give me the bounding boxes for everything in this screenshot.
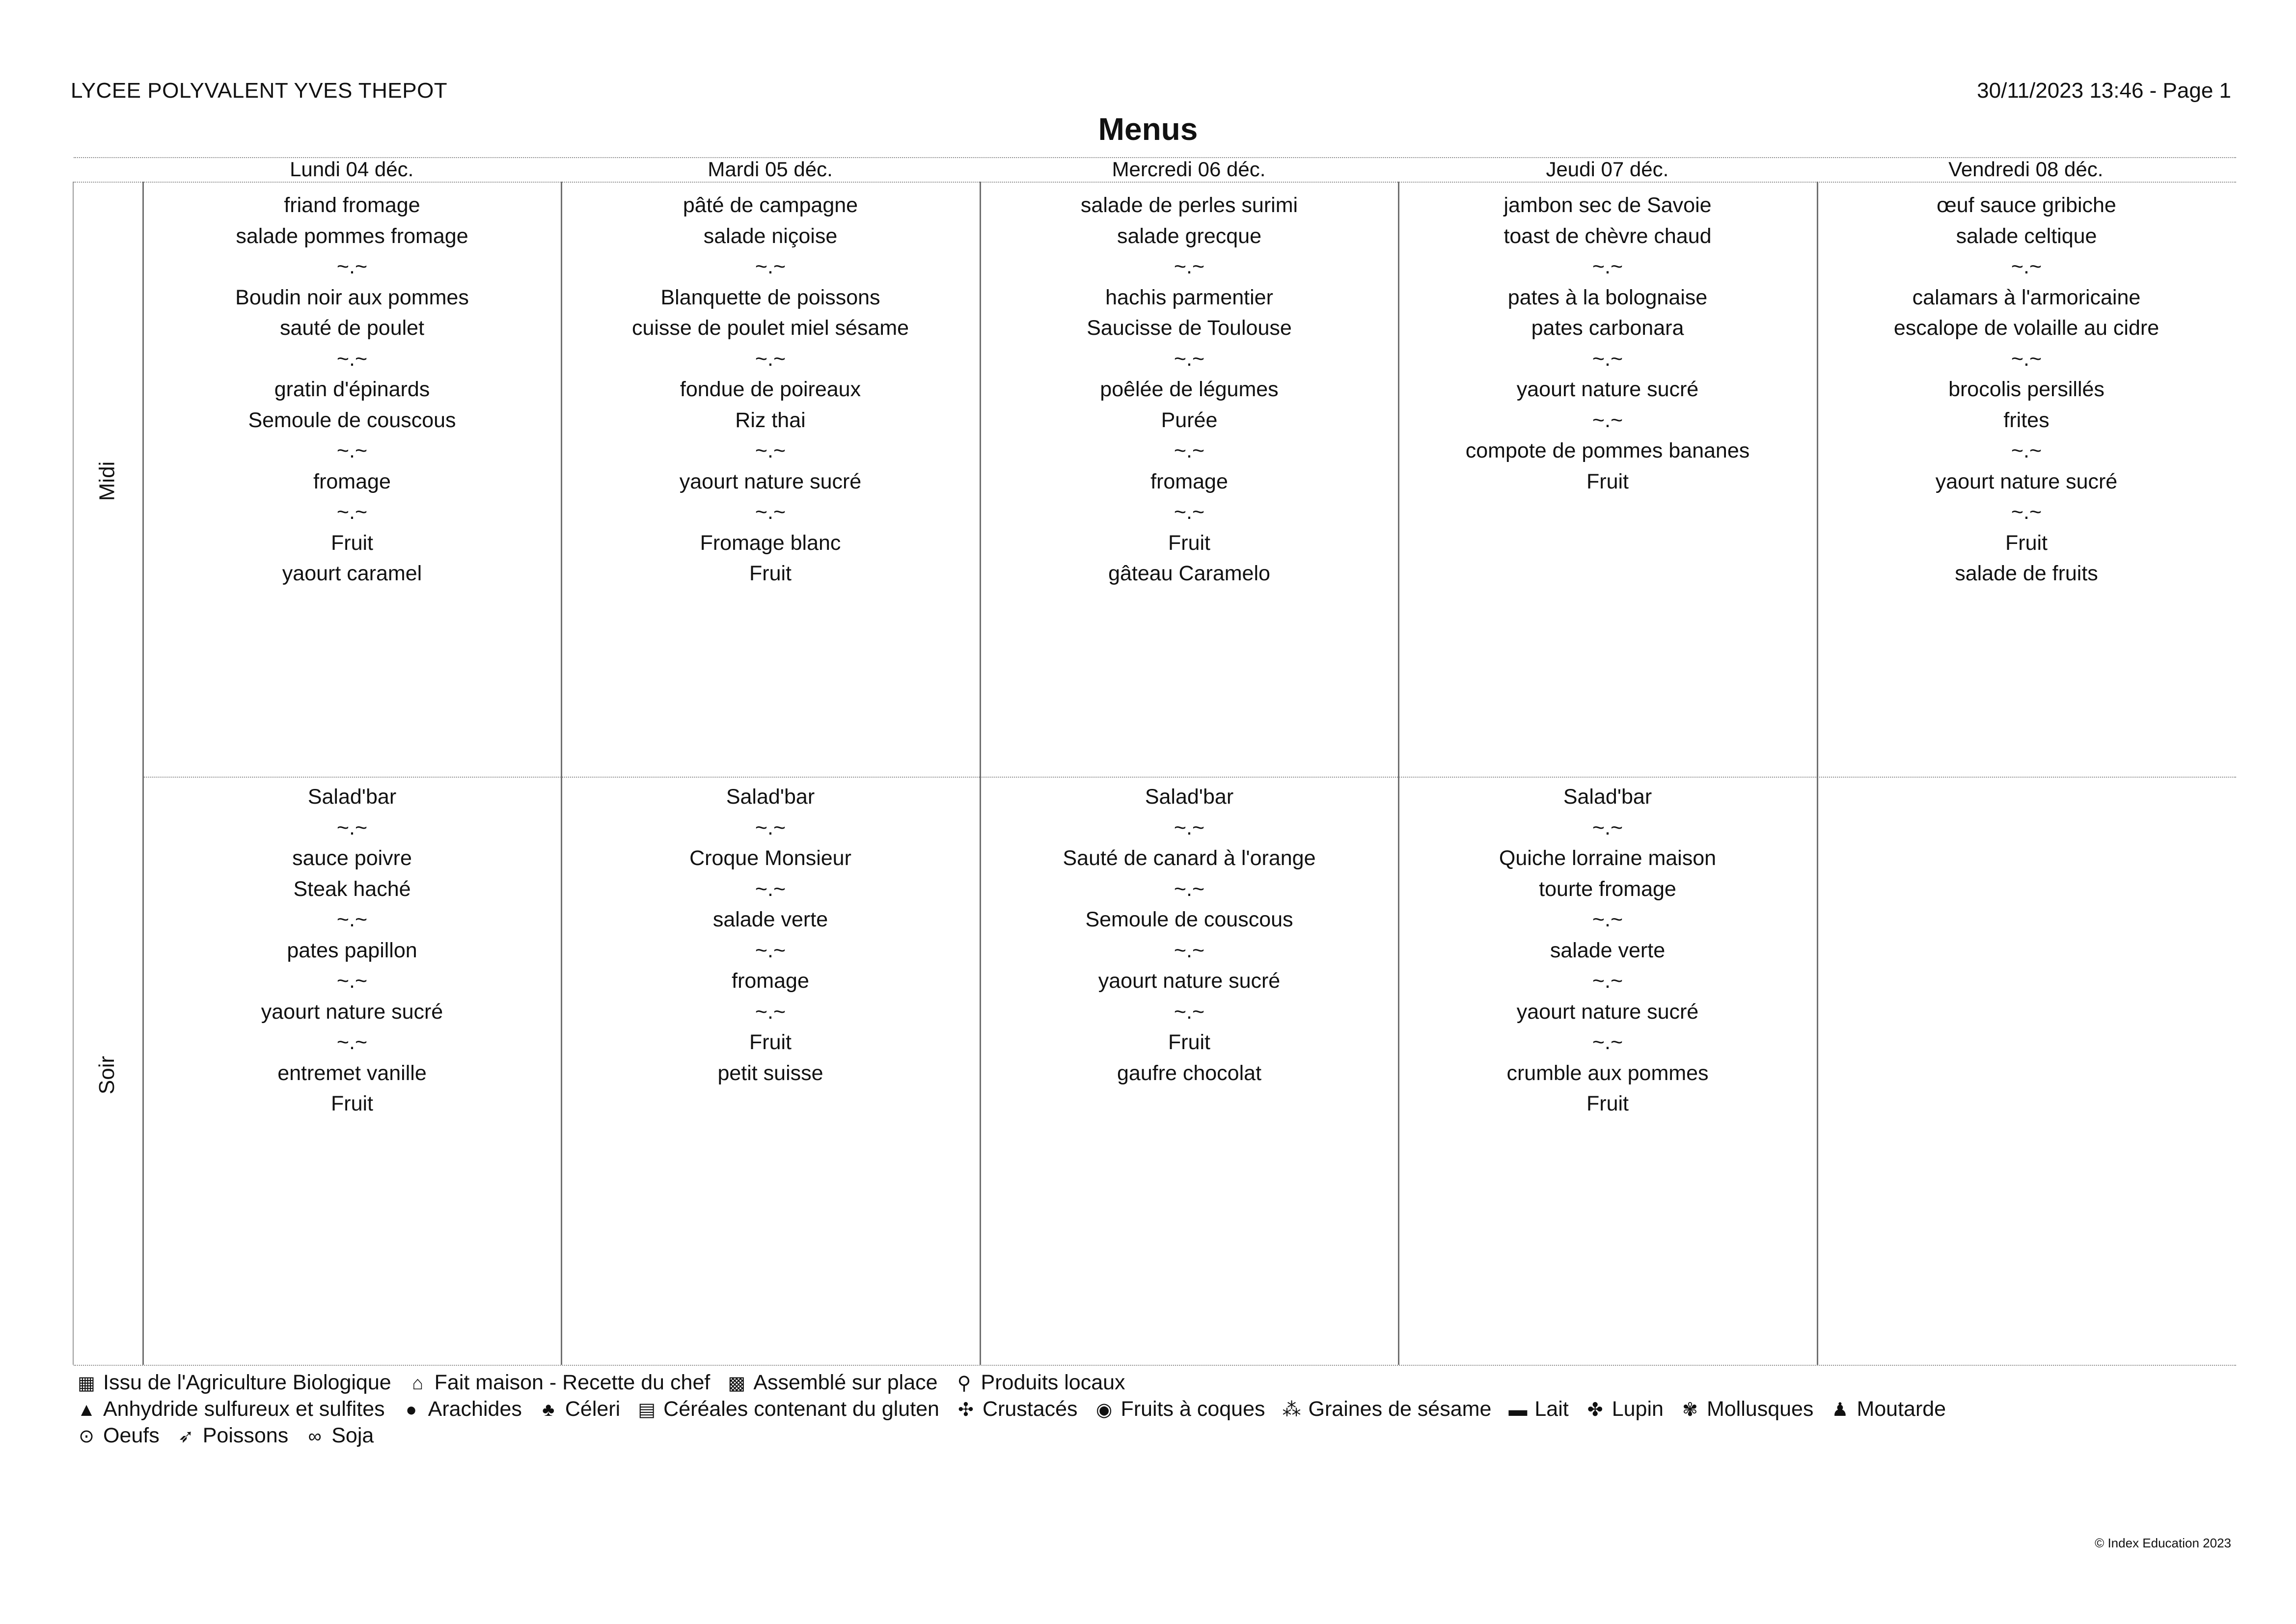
menu-item: gaufre chocolat <box>1117 1061 1262 1085</box>
day-headers <box>142 158 2235 181</box>
course-separator: ~.~ <box>1592 408 1623 432</box>
menu-item: Fruit <box>749 562 792 585</box>
menu-item: salade grecque <box>1117 224 1262 248</box>
legend-label: Lupin <box>1612 1397 1664 1421</box>
menu-item: Fruit <box>331 531 373 555</box>
menu-cell <box>143 190 561 589</box>
legend-row <box>77 1423 2237 1449</box>
menu-item: salade celtique <box>1956 224 2097 248</box>
menu-cell <box>143 782 561 1119</box>
crustacean-icon: ✣ <box>958 1400 974 1420</box>
legend-label: Céréales contenant du gluten <box>663 1397 939 1421</box>
legend-item <box>305 1423 374 1449</box>
course-separator: ~.~ <box>336 1030 368 1054</box>
menu-item: Riz thai <box>735 408 806 432</box>
menu-item: friand fromage <box>284 193 420 217</box>
organic-icon: ▦ <box>78 1373 95 1394</box>
menu-item: fromage <box>313 469 391 493</box>
legend-item <box>1282 1396 1492 1423</box>
menu-cell <box>1398 782 1817 1119</box>
legend-item <box>637 1396 939 1423</box>
legend-label: Crustacés <box>982 1397 1078 1421</box>
legend-label: Poissons <box>202 1424 289 1447</box>
menu-item: Blanquette de poissons <box>660 285 880 309</box>
legend-label: Moutarde <box>1857 1397 1946 1421</box>
course-separator: ~.~ <box>336 255 368 278</box>
course-separator: ~.~ <box>336 908 368 931</box>
sulphites-icon: ▲ <box>77 1400 96 1420</box>
menu-cell <box>1817 190 2236 589</box>
menu-item: compote de pommes bananes <box>1465 439 1750 462</box>
legend-item <box>1680 1396 1814 1423</box>
menu-item: salade de perles surimi <box>1080 193 1298 217</box>
course-separator: ~.~ <box>2011 439 2042 462</box>
legend-item <box>402 1396 522 1423</box>
grid-left-border <box>73 182 74 1365</box>
course-separator: ~.~ <box>1592 255 1623 278</box>
menu-item: gâteau Caramelo <box>1108 562 1270 585</box>
course-separator: ~.~ <box>1592 347 1623 371</box>
legend-item <box>1508 1396 1568 1423</box>
legend-label: Issu de l'Agriculture Biologique <box>103 1371 391 1394</box>
menu-item: Fruit <box>2005 531 2048 555</box>
course-separator: ~.~ <box>1592 815 1623 839</box>
course-separator: ~.~ <box>755 500 786 524</box>
menu-item: Boudin noir aux pommes <box>235 285 469 309</box>
course-separator: ~.~ <box>336 347 368 371</box>
legend-label: Mollusques <box>1706 1397 1814 1421</box>
menu-item: yaourt caramel <box>282 562 422 585</box>
menu-item: sauce poivre <box>292 846 412 870</box>
menu-item: brocolis persillés <box>1948 378 2105 401</box>
menu-item: poêlée de légumes <box>1100 378 1279 401</box>
menu-item: œuf sauce gribiche <box>1937 193 2116 217</box>
menu-item: Semoule de couscous <box>248 408 456 432</box>
legend-item <box>1094 1396 1265 1423</box>
assembled-icon: ▩ <box>728 1373 746 1394</box>
peanut-icon: ● <box>406 1400 417 1420</box>
menu-item: Fruit <box>749 1030 792 1054</box>
egg-icon: ⊙ <box>79 1426 94 1447</box>
school-name: LYCEE POLYVALENT YVES THEPOT <box>71 79 448 103</box>
menu-item: gratin d'épinards <box>274 378 430 401</box>
menu-item: fromage <box>732 969 809 993</box>
fish-icon: ➶ <box>178 1426 194 1447</box>
course-separator: ~.~ <box>1592 969 1623 993</box>
course-separator: ~.~ <box>2011 347 2042 371</box>
menu-item: fondue de poireaux <box>680 378 861 401</box>
menu-item: sauté de poulet <box>279 316 425 340</box>
menu-item: pates à la bolognaise <box>1507 285 1708 309</box>
legend-row <box>77 1370 2237 1396</box>
course-separator: ~.~ <box>755 1000 786 1024</box>
menu-item: pâté de campagne <box>683 193 858 217</box>
legend-item <box>956 1396 1078 1423</box>
day-header-tuesday: Mardi 05 déc. <box>708 158 833 181</box>
day-header-friday: Vendredi 08 déc. <box>1948 158 2104 181</box>
legend-item <box>77 1423 160 1449</box>
legend-label: Oeufs <box>103 1424 160 1447</box>
menu-item: Croque Monsieur <box>689 846 851 870</box>
day-header-monday: Lundi 04 déc. <box>290 158 414 181</box>
course-separator: ~.~ <box>755 877 786 901</box>
day-header-thursday: Jeudi 07 déc. <box>1546 158 1669 181</box>
course-separator: ~.~ <box>755 439 786 462</box>
menu-item: Sauté de canard à l'orange <box>1063 846 1316 870</box>
legend-item <box>77 1396 385 1423</box>
gluten-icon: ▤ <box>638 1400 656 1420</box>
course-separator: ~.~ <box>755 938 786 962</box>
course-separator: ~.~ <box>1174 347 1205 371</box>
day-header-wednesday: Mercredi 06 déc. <box>1112 158 1266 181</box>
menu-cell <box>561 190 980 589</box>
meal-label-soir: Soir <box>95 1056 119 1095</box>
menu-item: Salad'bar <box>1563 785 1652 809</box>
menu-item: yaourt nature sucré <box>679 469 862 493</box>
menu-item: salade verte <box>712 908 828 931</box>
course-separator: ~.~ <box>1592 908 1623 931</box>
legend-label: Assemblé sur place <box>753 1371 938 1394</box>
legend-label: Graines de sésame <box>1308 1397 1492 1421</box>
course-separator: ~.~ <box>1174 500 1205 524</box>
menu-cell <box>980 190 1398 589</box>
meal-label-midi: Midi <box>95 461 119 501</box>
menu-cell <box>980 782 1398 1088</box>
nut-icon: ◉ <box>1095 1400 1113 1420</box>
course-separator: ~.~ <box>1174 1000 1205 1024</box>
course-separator: ~.~ <box>336 815 368 839</box>
legend-label: Produits locaux <box>981 1371 1125 1394</box>
course-separator: ~.~ <box>755 255 786 278</box>
menu-item: calamars à l'armoricaine <box>1912 285 2141 309</box>
course-separator: ~.~ <box>1174 439 1205 462</box>
grid-middle-line <box>142 777 2236 778</box>
menu-item: pates papillon <box>287 938 417 962</box>
course-separator: ~.~ <box>336 500 368 524</box>
celery-icon: ♣ <box>542 1400 555 1420</box>
menu-item: frites <box>2003 408 2050 432</box>
course-separator: ~.~ <box>755 347 786 371</box>
menu-item: Salad'bar <box>307 785 397 809</box>
course-separator: ~.~ <box>2011 255 2042 278</box>
course-separator: ~.~ <box>1174 877 1205 901</box>
menu-item: tourte fromage <box>1539 877 1676 901</box>
lupin-icon: ✤ <box>1587 1400 1603 1420</box>
menu-item: Fruit <box>1586 469 1629 493</box>
course-separator: ~.~ <box>1174 938 1205 962</box>
course-separator: ~.~ <box>1174 815 1205 839</box>
menu-cell <box>561 782 980 1088</box>
menu-item: yaourt nature sucré <box>1516 378 1699 401</box>
menu-item: yaourt nature sucré <box>1516 1000 1699 1024</box>
course-separator: ~.~ <box>336 439 368 462</box>
grid-top-line <box>74 157 2236 158</box>
menu-item: hachis parmentier <box>1105 285 1273 309</box>
legend-label: Fruits à coques <box>1121 1397 1265 1421</box>
legend-label: Anhydride sulfureux et sulfites <box>103 1397 385 1421</box>
menu-item: Salad'bar <box>726 785 815 809</box>
menu-item: entremet vanille <box>277 1061 427 1085</box>
menu-item: yaourt nature sucré <box>1098 969 1281 993</box>
menu-item: Quiche lorraine maison <box>1499 846 1717 870</box>
menu-item: Fruit <box>331 1092 373 1115</box>
menu-item: toast de chèvre chaud <box>1503 224 1712 248</box>
course-separator: ~.~ <box>1174 255 1205 278</box>
mollusc-icon: ✾ <box>1682 1400 1698 1420</box>
menu-item: Semoule de couscous <box>1085 908 1293 931</box>
grid-bottom-line <box>74 1365 2236 1366</box>
menu-item: Fruit <box>1168 1030 1210 1054</box>
legend-label: Arachides <box>428 1397 522 1421</box>
soy-icon: ∞ <box>308 1426 322 1447</box>
menu-cell <box>1398 190 1817 497</box>
menu-item: yaourt nature sucré <box>261 1000 443 1024</box>
legend-item <box>1830 1396 1946 1423</box>
menu-item: pates carbonara <box>1531 316 1684 340</box>
legend-item <box>539 1396 620 1423</box>
menu-item: salade niçoise <box>703 224 838 248</box>
menu-item: yaourt nature sucré <box>1935 469 2118 493</box>
legend <box>77 1370 2237 1449</box>
legend-label: Céleri <box>565 1397 621 1421</box>
legend-row <box>77 1396 2237 1423</box>
menu-item: escalope de volaille au cidre <box>1893 316 2159 340</box>
sesame-icon: ⁂ <box>1282 1400 1301 1420</box>
menu-item: Steak haché <box>293 877 411 901</box>
legend-item <box>727 1370 937 1396</box>
grid-header-line <box>74 182 2236 183</box>
menu-item: Salad'bar <box>1145 785 1234 809</box>
legend-item <box>1585 1396 1664 1423</box>
legend-item <box>408 1370 711 1396</box>
menu-item: Fruit <box>1168 531 1210 555</box>
legend-item <box>176 1423 288 1449</box>
menu-item: petit suisse <box>717 1061 823 1085</box>
menu-item: fromage <box>1150 469 1228 493</box>
menu-item: Purée <box>1161 408 1218 432</box>
legend-label: Fait maison - Recette du chef <box>434 1371 711 1394</box>
menu-item: cuisse de poulet miel sésame <box>631 316 909 340</box>
milk-icon: ▬ <box>1508 1400 1528 1420</box>
page-title: Menus <box>1098 111 1198 147</box>
course-separator: ~.~ <box>336 969 368 993</box>
location-pin-icon: ⚲ <box>957 1373 971 1394</box>
legend-item <box>77 1370 391 1396</box>
course-separator: ~.~ <box>1592 1030 1623 1054</box>
menu-item: salade verte <box>1550 938 1666 962</box>
legend-label: Soja <box>331 1424 374 1447</box>
menu-item: jambon sec de Savoie <box>1503 193 1712 217</box>
menu-item: salade pommes fromage <box>236 224 468 248</box>
mustard-icon: ♟ <box>1831 1400 1849 1420</box>
legend-item <box>955 1370 1125 1396</box>
menu-item: salade de fruits <box>1955 562 2098 585</box>
footer-copyright: © Index Education 2023 <box>2095 1536 2231 1550</box>
print-timestamp: 30/11/2023 13:46 - Page 1 <box>1977 79 2231 103</box>
menu-item: crumble aux pommes <box>1506 1061 1709 1085</box>
course-separator: ~.~ <box>755 815 786 839</box>
legend-label: Lait <box>1534 1397 1569 1421</box>
home-icon: ⌂ <box>412 1373 424 1394</box>
menu-item: Fromage blanc <box>700 531 841 555</box>
menu-item: Saucisse de Toulouse <box>1087 316 1292 340</box>
course-separator: ~.~ <box>2011 500 2042 524</box>
menu-item: Fruit <box>1586 1092 1629 1115</box>
